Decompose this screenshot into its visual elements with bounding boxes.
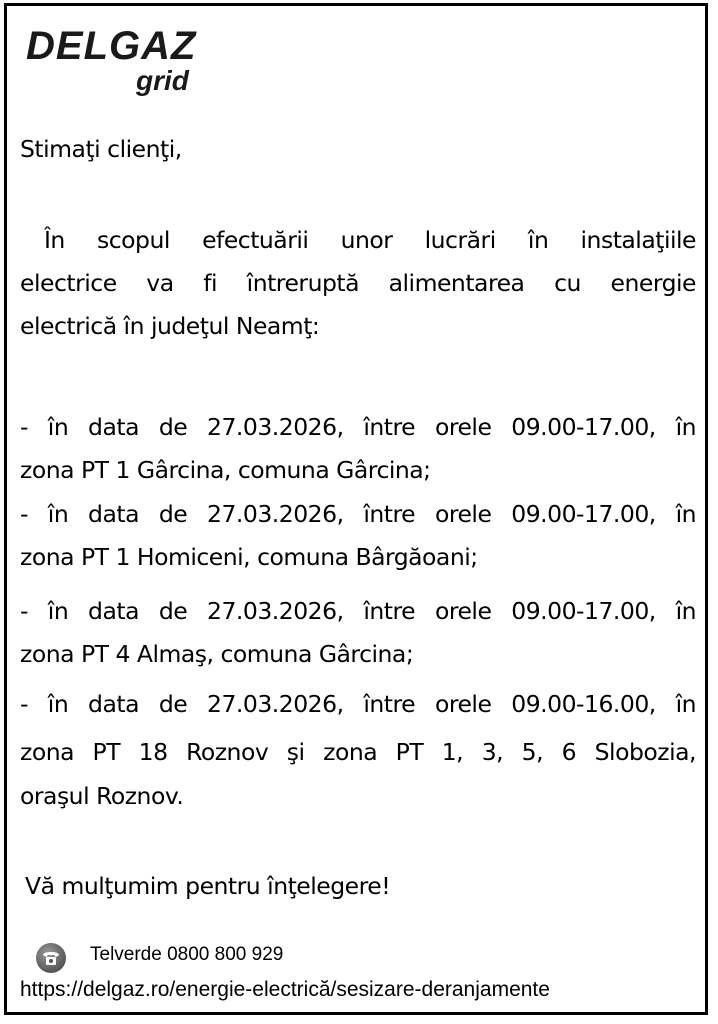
intro-line-3: electrică în judeţul Neamţ: (20, 312, 320, 340)
website-link[interactable]: https://delgaz.ro/energie-electrică/sesizare-deranjamente (20, 978, 550, 1001)
greeting: Stimaţi clienţi, (20, 135, 182, 163)
item-4-line-3: oraşul Roznov. (20, 782, 184, 810)
delgaz-grid-logo (26, 24, 197, 96)
item-2-line-2: zona PT 1 Homiceni, comuna Bârgăoani; (20, 543, 478, 571)
item-2-line-1: - în data de 27.03.2026, între orele 09.00-17.00, în (20, 500, 696, 528)
item-4-line-1: - în data de 27.03.2026, între orele 09.00-16.00, în (20, 690, 696, 718)
thanks-text: Vă mulţumim pentru înţelegere! (25, 872, 391, 900)
intro-line-2: electrice va fi întreruptă alimentarea cu energie (20, 269, 696, 297)
telephone-icon (36, 943, 66, 973)
item-4-line-2: zona PT 18 Roznov şi zona PT 1, 3, 5, 6 Slobozia, (20, 738, 696, 766)
item-1-line-1: - în data de 27.03.2026, între orele 09.00-17.00, în (20, 413, 696, 441)
phone-number: Telverde 0800 800 929 (90, 944, 284, 965)
logo-sub-text: grid (136, 65, 189, 96)
item-3-line-2: zona PT 4 Almaş, comuna Gârcina; (20, 640, 414, 668)
intro-line-1: În scopul efectuării unor lucrări în instalaţiile (44, 226, 696, 254)
item-1-line-2: zona PT 1 Gârcina, comuna Gârcina; (20, 456, 431, 484)
logo-main-text: DELGAZ (26, 24, 197, 68)
item-3-line-1: - în data de 27.03.2026, între orele 09.00-17.00, în (20, 597, 696, 625)
